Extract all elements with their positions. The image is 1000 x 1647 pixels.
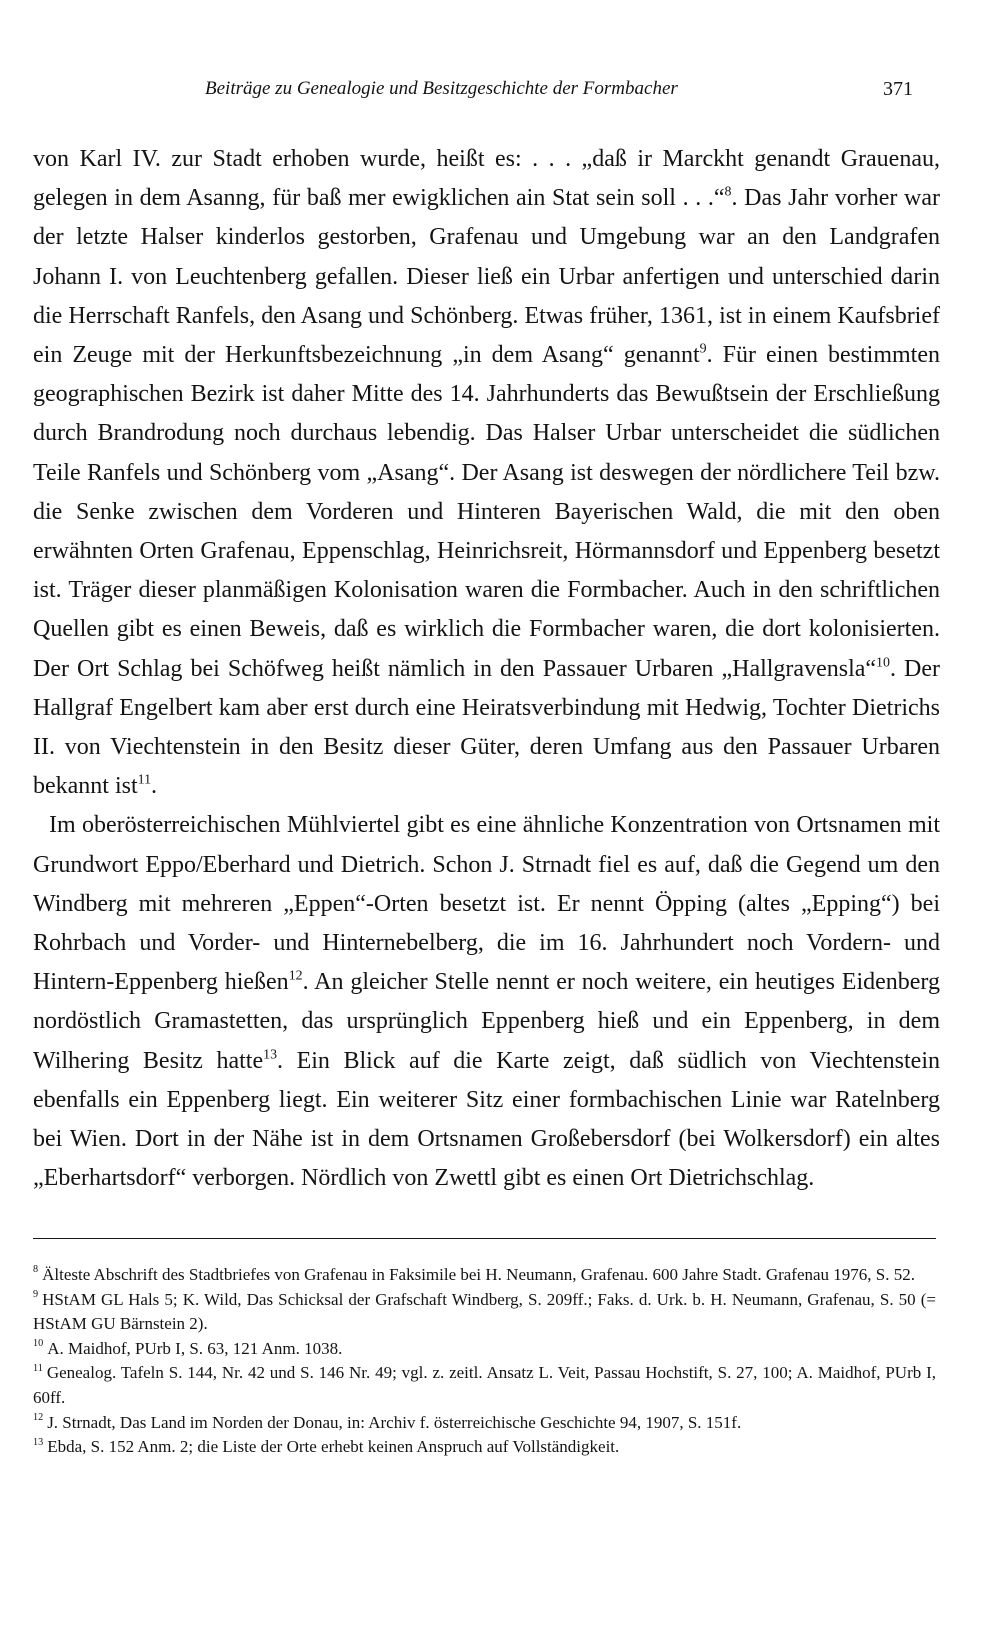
footnotes [33,1263,936,1460]
footnote-12 [33,1411,936,1436]
text-run: von Karl IV. zur Stadt erhoben wurde, heißt es: . . . „daß ir Marckht genandt Grauenau, gelegen in dem Asanng, für baß mer ewigklichen ain Stat sein soll . . .“ [33,146,940,212]
footnote-text: HStAM GL Hals 5; K. Wild, Das Schicksal der Grafschaft Windberg, S. 209ff.; Faks. d. Urk. b. H. Neumann, Grafenau, S. 50 (= HStAM GU Bärnstein 2). [33,1289,936,1334]
footnote-mark: 12 [33,1411,44,1423]
footnote-13 [33,1435,936,1460]
text-run: Im oberösterreichischen Mühlviertel gibt es eine ähnliche Konzentration von Ortsnamen mit Grundwort Eppo/Eberhard und Dietrich. Schon J. Strnadt fiel es auf, daß die Gegend um den Windberg mit mehreren „Eppen“-Orten besetzt ist. Er nennt Öpping (altes „Epping“) bei Rohrbach und Vorder- und Hinternebelberg, die im 16. Jahrhundert noch Vordern- und Hintern-Eppenberg hießen [33,812,940,996]
footnote-11 [33,1361,936,1410]
footnote-mark: 13 [33,1436,44,1448]
footnote-mark: 10 [33,1338,44,1350]
footnote-text: Genealog. Tafeln S. 144, Nr. 42 und S. 146 Nr. 49; vgl. z. zeitl. Ansatz L. Veit, Passau Hochstift, S. 27, 100; A. Maidhof, PUrb I, 60ff. [33,1363,936,1407]
paragraph-1 [33,140,940,806]
footnote-text: Ebda, S. 152 Anm. 2; die Liste der Orte erhebt keinen Anspruch auf Vollständigkeit. [47,1437,620,1457]
footnote-ref-9[interactable]: 9 [699,341,707,357]
footnote-text: A. Maidhof, PUrb I, S. 63, 121 Anm. 1038. [47,1338,343,1358]
footnote-ref-13[interactable]: 13 [263,1046,278,1062]
footnote-8 [33,1263,936,1288]
main-text [33,140,940,1198]
footnote-mark: 9 [33,1288,39,1300]
running-title: Beiträge zu Genealogie und Besitzgeschichte der Formbacher [205,78,678,99]
footnote-ref-11[interactable]: 11 [137,772,152,788]
footnote-mark: 8 [33,1264,39,1276]
text-run: . Für einen bestimmten geographischen Bezirk ist daher Mitte des 14. Jahrhunderts das Bewußtsein der Erschließung durch Brandrodung noch durchaus lebendig. Das Halser Urbar unterscheidet die südlichen Teile Ranfels und Schönberg vom „Asang“. Der Asang ist deswegen der nördlichere Teil bzw. die Senke zwischen dem Vorderen und Hinteren Bayerischen Wald, die mit den oben erwähnten Orten Grafenau, Eppenschlag, Heinrichsreit, Hörmannsdorf und Eppenberg besetzt ist. Träger dieser planmäßigen Kolonisation waren die Formbacher. Auch in den schriftlichen Quellen gibt es einen Beweis, daß es wirklich die Formbacher waren, die dort kolonisierten. Der Ort Schlag bei Schöfweg heißt nämlich in den Passauer Urbaren „Hallgravensla“ [33,342,941,682]
text-run: . [151,773,158,800]
footnote-separator [33,1238,936,1239]
footnote-ref-10[interactable]: 10 [876,654,890,670]
footnote-10 [33,1337,936,1362]
text-run: . Der Hallgraf Engelbert kam aber erst durch eine Heiratsverbindung mit Hedwig, Tochter Dietrichs II. von Viechtenstein in den Besitz dieser Güter, deren Umfang aus den Passauer Urbaren bekannt ist [33,655,940,800]
text-run: . An gleicher Stelle nennt er noch weitere, ein heutiges Eidenberg nordöstlich Gramastetten, das ursprünglich Eppenberg hieß und ein Eppenberg, in dem Wilhering Besitz hatte [33,969,940,1074]
footnote-ref-12[interactable]: 12 [288,968,303,984]
text-run: . Ein Blick auf die Karte zeigt, daß südlich von Viechtenstein ebenfalls ein Eppenberg liegt. Ein weiterer Sitz einer formbachischen Linie war Ratelnberg bei Wien. Dort in der Nähe ist in dem Ortsnamen Großebersdorf (bei Wolkersdorf) ein altes „Eberhartsdorf“ verborgen. Nördlich von Zwettl gibt es einen Ort Dietrichschlag. [33,1047,940,1192]
text-run: . Das Jahr vorher war der letzte Halser kinderlos gestorben, Grafenau und Umgebung war an den Landgrafen Johann I. von Leuchtenberg gefallen. Dieser ließ ein Urbar anfertigen und unterschied darin die Herrschaft Ranfels, den Asang und Schönberg. Etwas früher, 1361, ist in einem Kaufsbrief ein Zeuge mit der Herkunftsbezeichnung „in dem Asang“ genannt [33,185,941,369]
footnote-mark: 11 [33,1362,43,1374]
footnote-9 [33,1288,936,1337]
page-number: 371 [883,78,913,100]
footnote-text: J. Strnadt, Das Land im Norden der Donau, in: Archiv f. österreichische Geschichte 94, 1907, S. 151f. [47,1412,742,1432]
footnote-ref-8[interactable]: 8 [724,184,732,200]
paragraph-2 [33,806,940,1198]
footnote-text: Älteste Abschrift des Stadtbriefes von Grafenau in Faksimile bei H. Neumann, Grafenau. 600 Jahre Stadt. Grafenau 1976, S. 52. [42,1265,916,1284]
